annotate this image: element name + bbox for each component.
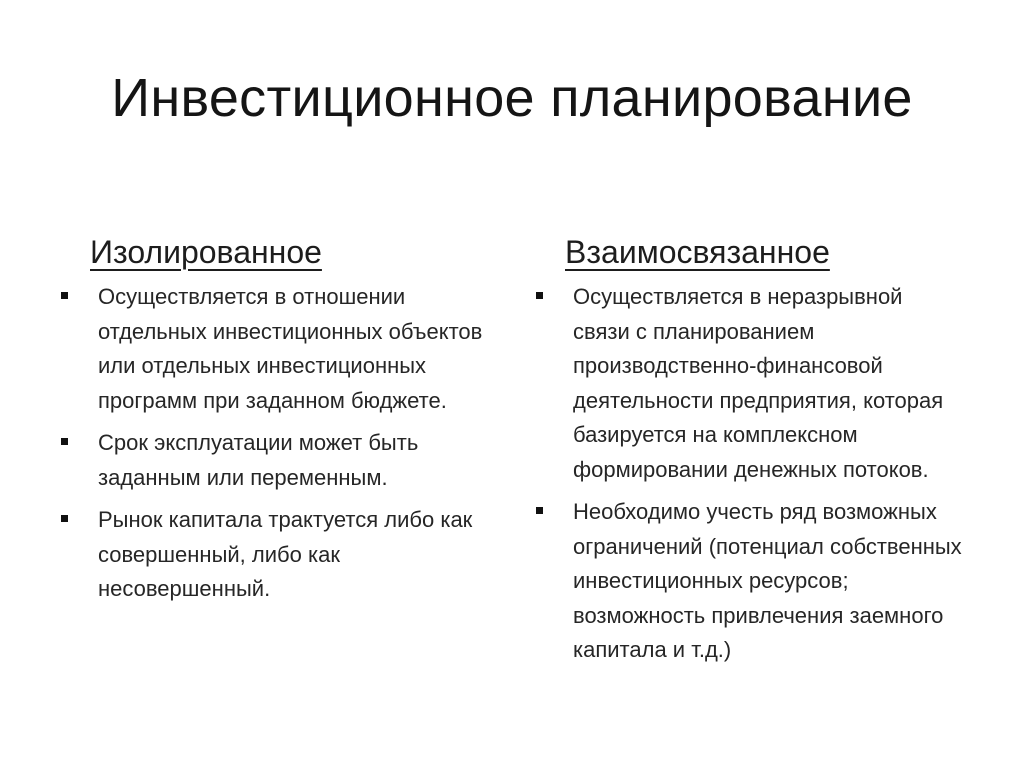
square-bullet-icon <box>536 507 543 514</box>
isolated-bullet-list <box>60 280 500 607</box>
bullet-text: Осуществляется в неразрывной связи с планированием производственно-финансовой деятельности предприятия, которая базируется на комплексном формировании денежных потоков. <box>573 284 944 482</box>
bullet-text: Осуществляется в отношении отдельных инвестиционных объектов или отдельных инвестиционных программ при заданном бюджете. <box>98 284 483 413</box>
bullet-text: Необходимо учесть ряд возможных ограничений (потенциал собственных инвестиционных ресурсов; возможность привлечения заемного капитала и т.д.) <box>573 499 962 662</box>
bullet-item <box>535 280 965 487</box>
bullet-text: Срок эксплуатации может быть заданным или переменным. <box>98 430 419 490</box>
bullet-item <box>60 503 500 607</box>
square-bullet-icon <box>61 292 68 299</box>
square-bullet-icon <box>61 438 68 445</box>
slide-title: Инвестиционное планирование <box>111 68 913 128</box>
bullet-text: Рынок капитала трактуется либо как совершенный, либо как несовершенный. <box>98 507 473 601</box>
interconnected-bullet-list <box>535 280 965 668</box>
interconnected-planning-column <box>535 230 965 676</box>
bullet-item <box>535 495 965 668</box>
square-bullet-icon <box>536 292 543 299</box>
interconnected-heading: Взаимосвязанное <box>565 234 830 270</box>
bullet-item <box>60 426 500 495</box>
bullet-item <box>60 280 500 418</box>
isolated-heading: Изолированное <box>90 234 322 270</box>
isolated-planning-column <box>60 230 500 615</box>
square-bullet-icon <box>61 515 68 522</box>
